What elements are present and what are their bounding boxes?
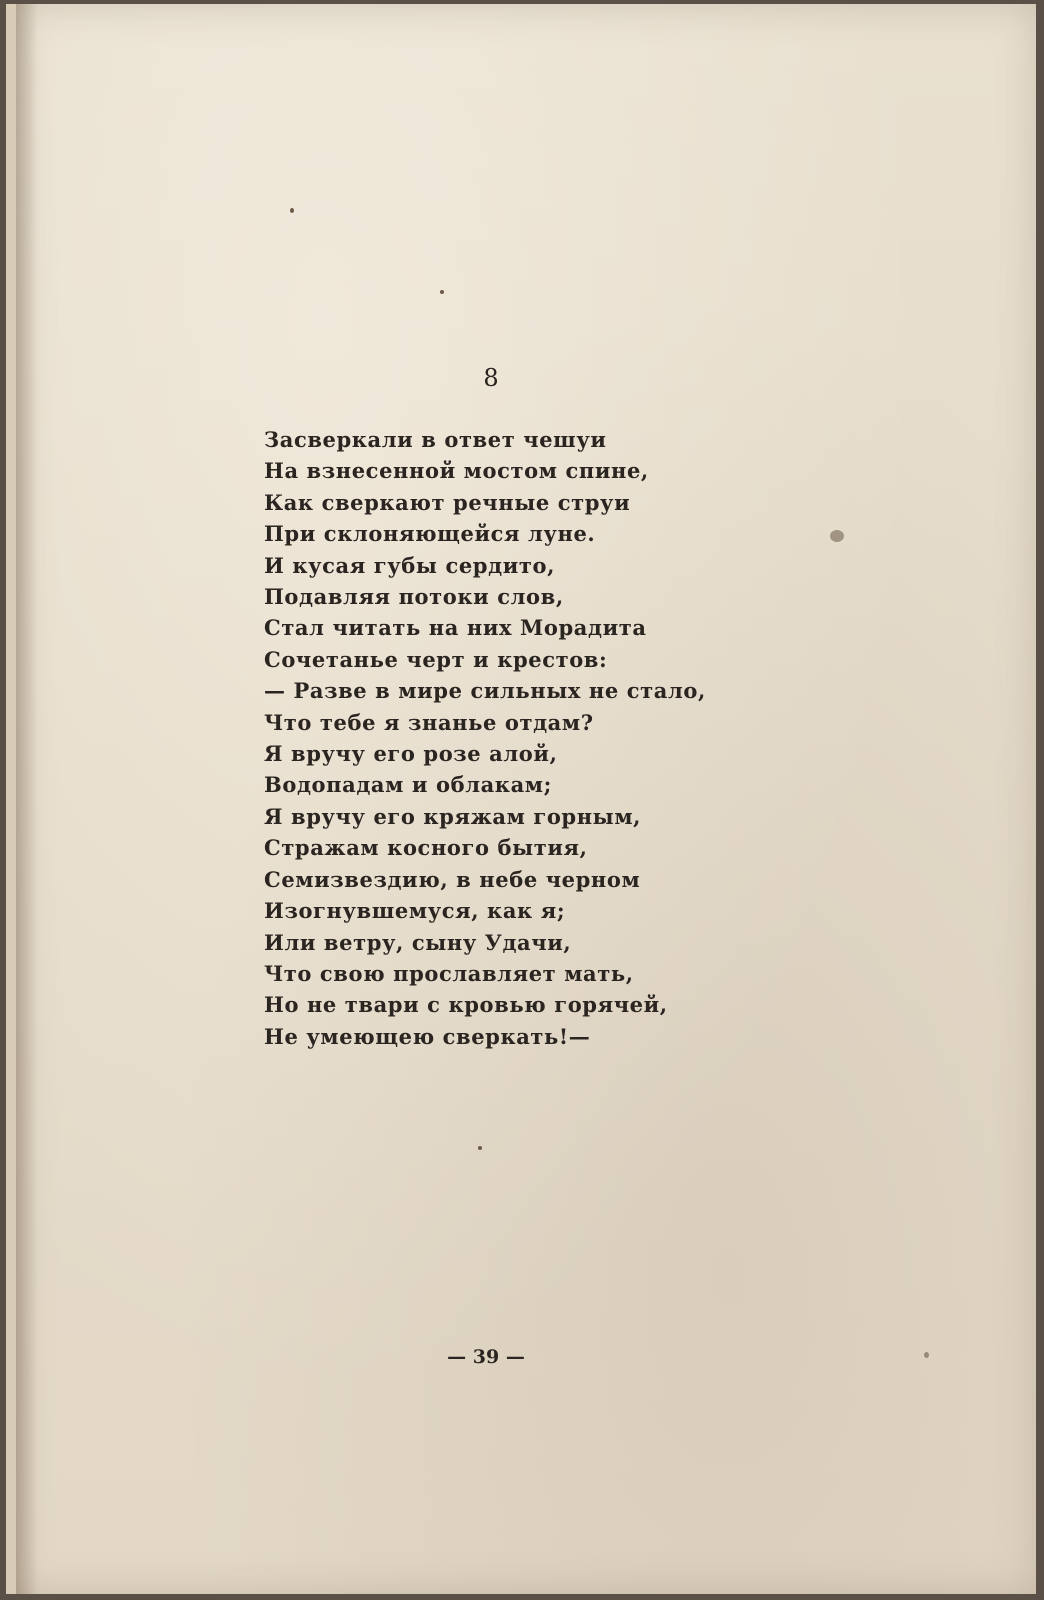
poem-line: Или ветру, сыну Удачи, <box>264 929 572 955</box>
paper-speck <box>924 1352 929 1358</box>
poem-line: И кусая губы сердито, <box>264 552 555 578</box>
poem-line: Что свою прославляет мать, <box>264 960 634 986</box>
poem-line: Я вручу его розе алой, <box>264 741 558 767</box>
poem-line: Я вручу его кряжам горным, <box>264 803 642 829</box>
paper-speck <box>440 290 444 294</box>
poem-line: Стал читать на них Морадита <box>264 615 647 641</box>
poem-line: При склоняющейся луне. <box>264 521 596 547</box>
poem-line: Стражам косного бытия, <box>264 835 588 861</box>
page-number: — 39 — <box>447 1346 525 1368</box>
spine-shadow <box>16 4 38 1594</box>
poem-line: Семизвездию, в небе черном <box>264 866 641 892</box>
poem-line: Не умеющею сверкать!— <box>264 1023 591 1049</box>
poem-line: — Разве в мире сильных не стало, <box>264 678 706 704</box>
poem-line: На взнесенной мостом спине, <box>264 458 649 484</box>
poem-line: Подавляя потоки слов, <box>264 584 564 610</box>
poem-line: Изогнувшемуся, как я; <box>264 898 566 924</box>
book-page <box>6 4 1036 1594</box>
poem-line: Что тебе я знанье отдам? <box>264 709 594 735</box>
paper-speck <box>478 1146 482 1150</box>
poem-line: Сочетанье черт и крестов: <box>264 646 608 672</box>
poem-section-number: 8 <box>483 364 499 392</box>
poem-line: Как сверкают речные струи <box>264 489 631 515</box>
poem-line: Засверкали в ответ чешуи <box>264 427 607 452</box>
paper-speck <box>290 208 294 213</box>
poem-line: Но не твари с кровью горячей, <box>264 992 668 1018</box>
poem-text <box>264 424 864 1052</box>
poem-line: Водопадам и облакам; <box>264 772 552 798</box>
